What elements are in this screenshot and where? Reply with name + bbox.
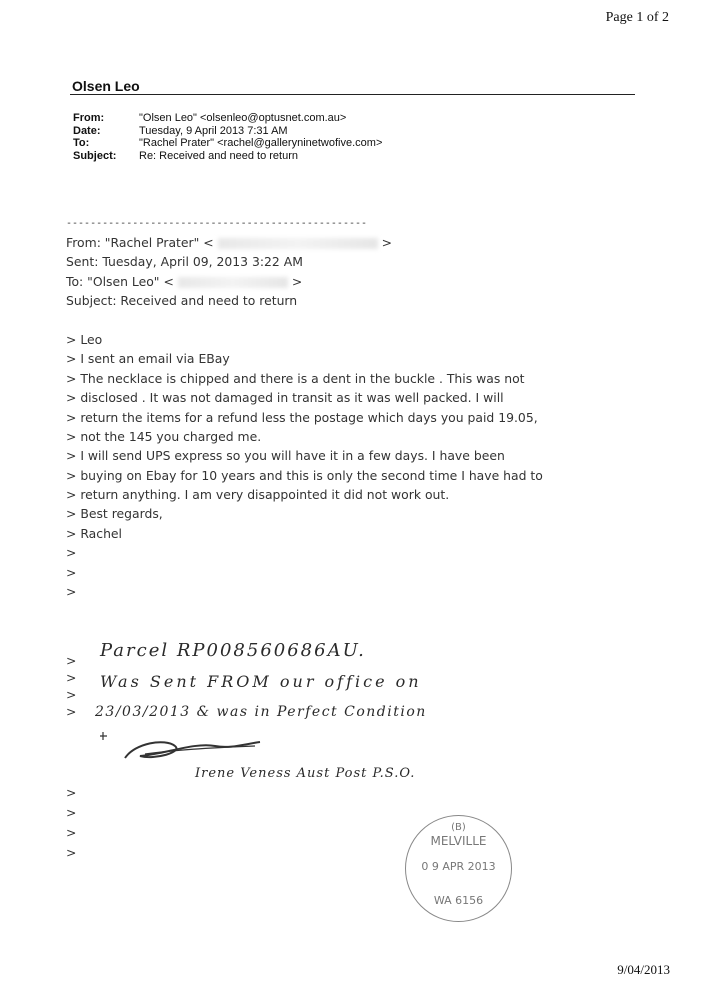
quote-mark: >: [66, 653, 77, 668]
quote-mark: >: [66, 805, 77, 820]
handwritten-line: Irene Veness Aust Post P.S.O.: [195, 766, 416, 781]
quoted-subject: Subject: Received and need to return: [66, 293, 298, 309]
subject-label: Subject:: [73, 149, 117, 162]
quote-mark: >: [66, 785, 77, 800]
body-line: > return the items for a refund less the postage which days you paid 19.05,: [66, 409, 538, 425]
handwritten-line: Parcel RP008560686AU.: [100, 640, 366, 661]
quoted-from: From: "Rachel Prater" <: [66, 235, 214, 250]
body-line: > The necklace is chipped and there is a dent in the buckle . This was not: [66, 370, 525, 386]
stamp-date: 0 9 APR 2013: [421, 860, 496, 873]
from-label: From:: [73, 112, 105, 124]
sender-name: Olsen Leo: [72, 78, 140, 94]
body-line: > not the 145 you charged me.: [66, 428, 262, 444]
body-line: >: [66, 545, 77, 561]
body-line: > I sent an email via EBay: [66, 351, 230, 367]
quote-mark: >: [66, 687, 77, 702]
handwritten-line: Was Sent FROM our office on: [100, 672, 422, 691]
quote-divider: --------------------------------------------------: [66, 218, 368, 229]
quote-mark: >: [66, 670, 77, 685]
email-headers: [73, 112, 382, 162]
body-line: > Leo: [66, 331, 103, 347]
body-line: > disclosed . It was not damaged in transit as it was well packed. I will: [66, 390, 504, 406]
body-line: >: [66, 564, 77, 580]
postmark-stamp: [405, 815, 512, 922]
redacted-email: [178, 277, 288, 288]
body-line: > I will send UPS express so you will have it in a few days. I have been: [66, 448, 505, 464]
page-number: Page 1 of 2: [605, 10, 669, 25]
quote-mark: >: [66, 845, 77, 860]
date-value: Tuesday, 9 April 2013 7:31 AM: [139, 124, 288, 137]
body-line: > Best regards,: [66, 506, 163, 522]
body-line: > Rachel: [66, 525, 122, 541]
quoted-sent: Sent: Tuesday, April 09, 2013 3:22 AM: [66, 254, 303, 270]
to-label: To:: [73, 137, 90, 149]
quoted-from-line: [66, 233, 543, 252]
body-line: > return anything. I am very disappointed it did not work out.: [66, 487, 450, 503]
quoted-to-line: [66, 272, 543, 291]
date-label: Date:: [73, 124, 101, 137]
quote-mark: >: [66, 825, 77, 840]
handwritten-line: 23/03/2013 & was in Perfect Condition: [95, 704, 427, 720]
stamp-name: MELVILLE: [430, 834, 487, 848]
to-value: "Rachel Prater" <rachel@gallerynine​twofive.com>: [139, 137, 383, 149]
header-rule: [70, 94, 635, 95]
body-line: >: [66, 584, 77, 600]
quote-marks-mid: [66, 652, 76, 720]
signature-icon: [95, 728, 265, 768]
quoted-to-end: >: [291, 273, 303, 289]
quote-marks-bottom: [66, 783, 76, 863]
email-body: [66, 233, 543, 601]
quoted-from-end: >: [381, 235, 393, 250]
stamp-top: (B): [451, 822, 466, 833]
quote-mark: >: [66, 704, 77, 719]
subject-value: Re: Received and need to return: [139, 149, 298, 162]
redacted-email: [218, 238, 378, 249]
stamp-postcode: WA 6156: [433, 894, 484, 907]
footer-date: 9/04/2013: [617, 962, 670, 977]
body-line: > buying on Ebay for 10 years and this is only the second time I have had to: [66, 467, 543, 483]
quoted-to: To: "Olsen Leo" <: [66, 273, 174, 289]
from-value: "Olsen Leo" <olsenleo@optusnet.com.au>: [139, 112, 347, 124]
